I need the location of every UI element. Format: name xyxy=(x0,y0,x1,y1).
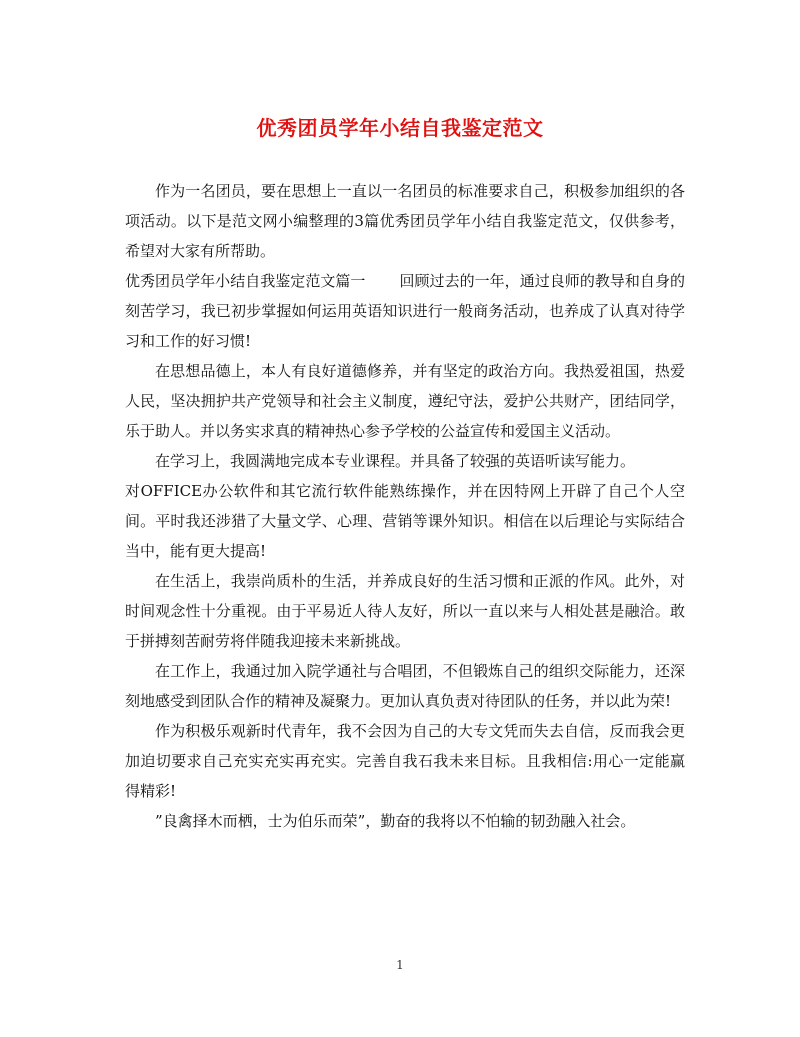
intro-paragraph: 作为一名团员，要在思想上一直以一名团员的标准要求自己，积极参加组织的各项活动。以下是范文网小编整理的3篇优秀团员学年小结自我鉴定范文，仅供参考，希望对大家有所帮助。 xyxy=(125,182,685,260)
section-heading-line xyxy=(125,266,685,356)
page-number: 1 xyxy=(396,958,404,972)
paragraph-study: 在学习上，我圆满地完成本专业课程。并具备了较强的英语听读写能力。 xyxy=(155,452,636,470)
paragraph-closing-quote: ”良禽择木而栖，士为伯乐而荣”，勤奋的我将以不怕输的韧劲融入社会。 xyxy=(155,812,636,830)
document-title: 优秀团员学年小结自我鉴定范文 xyxy=(256,116,544,140)
paragraph-life: 在生活上，我崇尚质朴的生活，并养成良好的生活习惯和正派的作风。此外，对时间观念性十分重视。由于平易近人待人友好，所以一直以来与人相处甚是融洽。敢于拼搏刻苦耐劳将伴随我迎接未来新挑战。 xyxy=(125,572,685,650)
paragraph-software: 对OFFICE办公软件和其它流行软件能熟练操作，并在因特网上开辟了自己个人空间。平时我还涉猎了大量文学、心理、营销等课外知识。相信在以后理论与实际结合当中，能有更大提高! xyxy=(125,482,685,560)
document-body xyxy=(125,176,685,836)
section-first-paragraph: 回顾过去的一年，通过良师的教导和自身的刻苦学习，我已初步掌握如何运用英语知识进行一般商务活动，也养成了认真对待学习和工作的好习惯! xyxy=(125,272,685,350)
paragraph-morality: 在思想品德上，本人有良好道德修养，并有坚定的政治方向。我热爱祖国，热爱人民，坚决拥护共产党领导和社会主义制度，遵纪守法，爱护公共财产，团结同学，乐于助人。并以务实求真的精神热心参予学校的公益宣传和爱国主义活动。 xyxy=(125,362,685,440)
paragraph-youth: 作为积极乐观新时代青年，我不会因为自己的大专文凭而失去自信，反而我会更加迫切要求自己充实充实再充实。完善自我石我未来目标。且我相信:用心一定能赢得精彩! xyxy=(125,722,685,800)
section-heading: 优秀团员学年小结自我鉴定范文篇一 xyxy=(125,272,366,290)
paragraph-work: 在工作上，我通过加入院学通社与合唱团，不但锻炼自己的组织交际能力，还深刻地感受到团队合作的精神及凝聚力。更加认真负责对待团队的任务，并以此为荣! xyxy=(125,662,685,710)
